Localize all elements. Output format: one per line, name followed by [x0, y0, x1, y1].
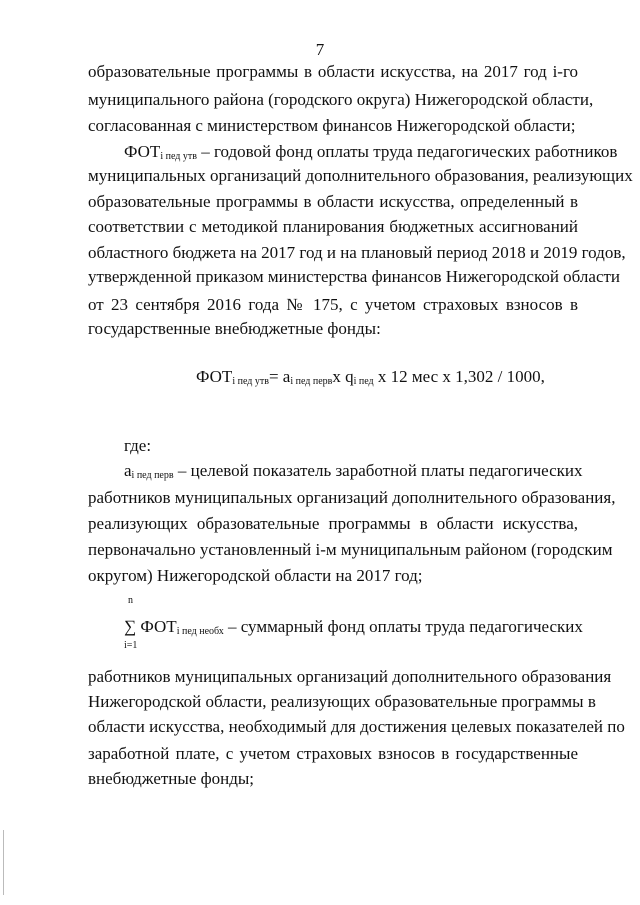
para3-line1-text: – целевой показатель заработной платы педагогических [173, 461, 583, 480]
sigma-symbol: ∑ [124, 617, 137, 636]
para2-line4: соответствии с методикой планирования бюджетных ассигнований [88, 217, 578, 236]
para4-line6: внебюджетные фонды; [88, 769, 255, 788]
para3-line2: работников муниципальных организаций дополнительного образования, [88, 488, 616, 507]
formula-equals: = [268, 367, 283, 386]
formula-a-subscript: i пед перв [290, 376, 333, 387]
page-number: 7 [315, 40, 325, 59]
para2-line7: от 23 сентября 2016 года № 175, с учетом страховых взносов в [88, 295, 578, 314]
para2-line6: утвержденной приказом министерства финансов Нижегородской области [88, 267, 621, 286]
para2-line1-text: – годовой фонд оплаты труда педагогических работников [196, 142, 618, 161]
symbol-a: a [124, 461, 132, 480]
para3-line5: округом) Нижегородской области на 2017 год; [88, 566, 423, 585]
para4-line2: работников муниципальных организаций дополнительного образования [88, 667, 612, 686]
para2-line8: государственные внебюджетные фонды: [88, 319, 381, 338]
para3-line1 [124, 461, 583, 486]
where-label: где: [124, 436, 152, 455]
para1-line1: образовательные программы в области искусства, на 2017 год i-го [88, 62, 578, 81]
scan-edge-mark [3, 830, 4, 895]
para1-line3: согласованная с министерством финансов Нижегородской области; [88, 116, 576, 135]
para3-line4: первоначально установленный i-м муниципальным районом (городским [88, 540, 613, 559]
symbol-fot-subscript: i пед утв [160, 151, 197, 162]
formula-a: a [282, 367, 291, 386]
para4-line1 [124, 617, 583, 642]
para4-line1-text: – суммарный фонд оплаты труда педагогических [223, 617, 583, 636]
symbol-fot-sum-subscript: i пед необх [176, 626, 224, 637]
symbol-fot-sum: ФОТ [140, 617, 177, 636]
para2-line1 [124, 142, 618, 167]
para2-line3: образовательные программы в области искусства, определенный в [88, 192, 578, 211]
formula-tail: x 12 мес x 1,302 / 1000, [373, 367, 545, 386]
formula-times: x [332, 367, 346, 386]
formula-fot: ФОТ [196, 367, 233, 386]
para2-line2: муниципальных организаций дополнительного образования, реализующих [88, 166, 633, 185]
para3-line3: реализующих образовательные программы в области искусства, [88, 514, 578, 533]
formula-q-subscript: i пед [353, 376, 374, 387]
formula-q: q [345, 367, 354, 386]
formula [196, 367, 545, 392]
para2-line5: областного бюджета на 2017 год и на плановый период 2018 и 2019 годов, [88, 243, 626, 262]
para4-line5: заработной плате, с учетом страховых взносов в государственные [88, 744, 578, 763]
sum-lower-limit: i=1 [124, 640, 138, 651]
para4-line4: области искусства, необходимый для достижения целевых показателей по [88, 717, 625, 736]
symbol-fot: ФОТ [124, 142, 161, 161]
formula-fot-subscript: i пед утв [232, 376, 269, 387]
sum-upper-limit: n [128, 595, 133, 606]
para1-line2: муниципального района (городского округа) Нижегородской области, [88, 90, 594, 109]
para4-line3: Нижегородской области, реализующих образовательные программы в [88, 692, 596, 711]
symbol-a-subscript: i пед перв [131, 470, 174, 481]
